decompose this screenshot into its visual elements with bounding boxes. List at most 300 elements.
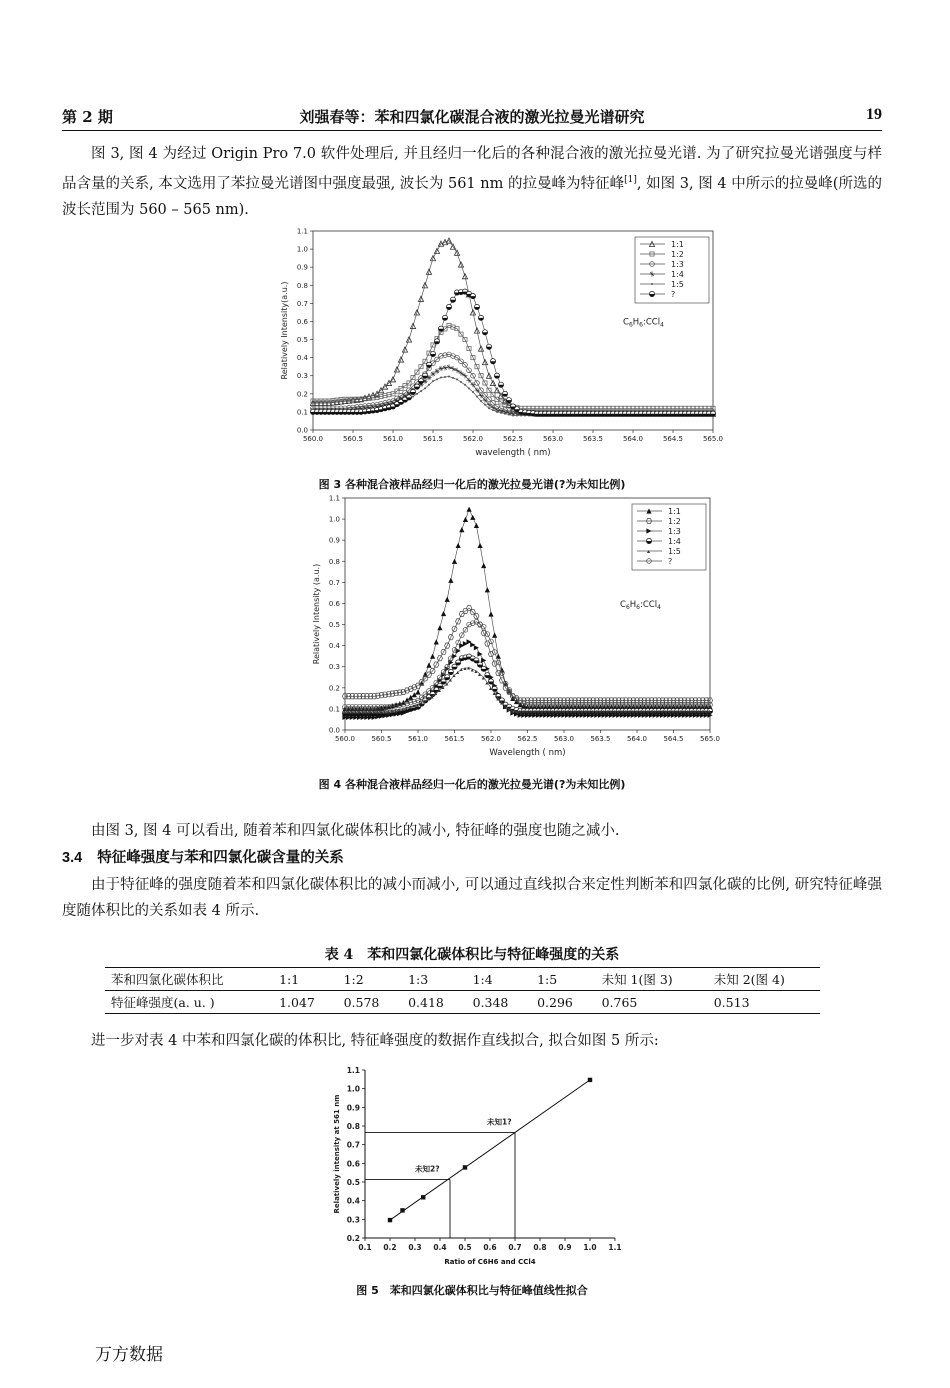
- data-point: ▴: [445, 680, 449, 688]
- data-point: ▴: [408, 703, 412, 711]
- y-tick-label: 0.9: [346, 1103, 360, 1113]
- data-point: ▴: [653, 708, 657, 716]
- data-point: [438, 366, 443, 371]
- data-point: [400, 1208, 404, 1212]
- legend-label: 1:1: [671, 240, 684, 249]
- data-point: [472, 391, 474, 393]
- data-point: ▴: [426, 695, 430, 703]
- data-point: ▴: [642, 708, 646, 716]
- x-tick-label: 563.0: [553, 735, 575, 743]
- figure-4-chart: [295, 490, 735, 770]
- data-point: ▴: [478, 671, 482, 679]
- y-tick-label: 0.0: [328, 726, 340, 735]
- data-point: [448, 578, 453, 583]
- paragraph-observation: 由图 3, 图 4 可以看出, 随着苯和四氯化碳体积比的减小, 特征峰的强度也随之减小.: [91, 823, 620, 839]
- data-point: [412, 692, 417, 697]
- data-point: ▴: [521, 708, 525, 716]
- data-point: ▴: [489, 684, 493, 692]
- series-line: [345, 608, 710, 703]
- data-point: [428, 384, 430, 386]
- table-cell: 1:1: [279, 971, 300, 987]
- x-tick-label: 0.3: [408, 1243, 422, 1252]
- legend-marker: ▴: [647, 548, 651, 555]
- section-heading: [62, 846, 882, 867]
- table-4: [105, 967, 820, 1014]
- data-point: [474, 388, 479, 393]
- table-cell: 0.578: [343, 994, 380, 1010]
- legend-label: 1:5: [668, 547, 681, 556]
- intro-text-tail: , 如图 3, 图 4 中所示的拉曼峰(所选的波长范围为 560 – 565 nm).: [62, 175, 883, 218]
- data-point: [434, 639, 439, 644]
- running-header: [62, 104, 882, 131]
- data-point: [477, 651, 482, 656]
- data-point: ▴: [467, 664, 471, 672]
- y-axis-label: Relatively intensity at 561 nm: [333, 1094, 341, 1214]
- data-point: [408, 695, 413, 700]
- table-row: [105, 991, 820, 1014]
- data-point: [474, 645, 479, 650]
- x-tick-label: 560.5: [371, 735, 392, 743]
- watermark-text: 万方数据: [95, 1345, 163, 1365]
- y-tick-label: 0.2: [346, 1234, 360, 1243]
- y-tick-label: 0.1: [296, 408, 308, 417]
- data-point: [476, 396, 478, 398]
- formula-subscript: 4: [657, 604, 661, 612]
- unknown-label: 未知1?: [487, 1117, 512, 1127]
- x-tick-label: 560.0: [302, 435, 324, 443]
- legend-label: ?: [668, 557, 673, 566]
- data-point: ▴: [492, 690, 496, 698]
- data-point: [424, 387, 426, 389]
- x-tick-label: 561.5: [422, 435, 444, 443]
- data-point: [430, 654, 435, 659]
- formula-annotation: [620, 600, 661, 611]
- data-point: ▴: [434, 690, 438, 698]
- running-title: 刘强春等：苯和四氯化碳混合液的激光拉曼光谱研究: [299, 108, 645, 126]
- y-tick-label: 0.9: [328, 536, 340, 545]
- data-point: [480, 400, 482, 402]
- data-point: [484, 404, 486, 406]
- legend-label: 1:5: [671, 280, 684, 289]
- data-point: ▴: [485, 679, 489, 687]
- x-tick-label: 0.6: [483, 1243, 497, 1252]
- data-point: ▴: [693, 708, 697, 716]
- data-point: ▴: [397, 706, 401, 714]
- data-point: ▴: [704, 708, 708, 716]
- data-point: ▴: [671, 708, 675, 716]
- issue-number: 第 2 期: [62, 108, 113, 126]
- data-point: [468, 387, 470, 389]
- table-cell: 0.765: [601, 994, 638, 1010]
- data-point: ▴: [416, 701, 420, 709]
- data-point: [488, 611, 493, 616]
- y-tick-label: 0.1: [328, 705, 340, 714]
- y-tick-label: 0.2: [328, 684, 340, 693]
- y-tick-label: 0.5: [328, 621, 340, 630]
- data-point: ▴: [361, 708, 365, 716]
- formula-subscript: 6: [636, 604, 640, 612]
- x-tick-label: 562.5: [517, 735, 538, 743]
- data-point: [452, 559, 457, 564]
- table-cell: 苯和四氯化碳体积比: [111, 972, 224, 987]
- y-tick-label: 0.6: [328, 599, 340, 608]
- formula-subscript: 6: [625, 604, 630, 612]
- formula-subscript: 6: [628, 321, 633, 329]
- data-point: ▴: [375, 708, 379, 716]
- y-tick-label: 0.7: [346, 1140, 360, 1150]
- data-point: ▴: [514, 708, 518, 716]
- y-axis-label: Relatively Intensity(a.u.): [280, 281, 289, 380]
- data-point: ▴: [441, 683, 445, 691]
- data-point: ▴: [572, 708, 576, 716]
- series-1:2: [311, 323, 715, 410]
- data-point: ▴: [350, 708, 354, 716]
- data-point: [463, 1165, 467, 1169]
- figure-5-caption: 图 5 苯和四氯化碳体积比与特征峰值线性拟合: [356, 1284, 588, 1297]
- data-point: ▴: [620, 708, 624, 716]
- data-point: ▴: [390, 707, 394, 715]
- legend-label: ?: [671, 290, 676, 299]
- data-point: ▴: [565, 708, 569, 716]
- x-tick-label: 560.5: [342, 435, 364, 443]
- data-point: [467, 507, 472, 512]
- data-point: ▴: [456, 669, 460, 676]
- x-tick-label: 0.5: [458, 1243, 472, 1252]
- y-tick-label: 0.7: [328, 578, 340, 587]
- y-tick-label: 0.4: [328, 642, 340, 651]
- data-point: ▴: [423, 697, 427, 705]
- y-tick-label: 0.9: [296, 263, 308, 272]
- data-point: ▴: [627, 708, 631, 716]
- legend-label: 1:2: [668, 517, 681, 526]
- figure-4-caption: 图 4 各种混合液样品经归一化后的激光拉曼光谱(?为未知比例): [318, 778, 626, 791]
- x-tick-label: 562.0: [462, 435, 484, 443]
- x-tick-label: 561.5: [444, 735, 465, 743]
- formula-subscript: 6: [639, 321, 643, 329]
- data-point: ▴: [353, 708, 357, 716]
- intro-text: 图 3, 图 4 为经过 Origin Pro 7.0 软件处理后, 并且经归一化后的各种混合液的激光拉曼光谱. 为了研究拉曼光谱强度与样品含量的关系, 本文选用了苯拉曼光谱图中强度最强, 波长为 561 nm 的拉曼峰为特征峰: [62, 146, 882, 192]
- data-point: [470, 515, 475, 520]
- data-point: ▴: [645, 708, 649, 716]
- data-point: [500, 412, 502, 414]
- data-point: ▴: [591, 708, 595, 716]
- x-tick-label: 565.0: [702, 435, 724, 443]
- data-point: [454, 368, 459, 373]
- legend-label: 1:2: [671, 250, 684, 259]
- table-cell: 1:5: [537, 971, 558, 987]
- x-tick-label: 0.4: [433, 1243, 447, 1252]
- x-tick-label: 564.5: [662, 435, 684, 443]
- data-point: ▴: [569, 708, 573, 716]
- y-tick-label: 0.4: [296, 354, 308, 363]
- data-point: [421, 1195, 425, 1199]
- data-point: [445, 597, 450, 602]
- legend-label: 1:4: [668, 537, 681, 546]
- y-tick-label: 0.0: [296, 426, 308, 435]
- data-point: [437, 625, 442, 630]
- y-tick-label: 0.3: [296, 372, 308, 381]
- data-point: [488, 407, 490, 409]
- table-cell: 1.047: [279, 994, 315, 1010]
- y-tick-label: 0.5: [296, 336, 308, 345]
- fit-line: [390, 1080, 590, 1220]
- y-tick-label: 0.8: [328, 557, 340, 566]
- data-point: [462, 373, 467, 378]
- data-point: [459, 527, 464, 532]
- x-axis-label: Wavelength ( nm): [489, 748, 566, 758]
- data-point: ▴: [689, 708, 693, 716]
- data-point: [434, 369, 439, 374]
- data-point: [426, 663, 431, 668]
- data-point: [420, 390, 422, 392]
- y-tick-label: 0.4: [346, 1196, 360, 1206]
- data-point: [463, 517, 468, 522]
- y-tick-label: 0.3: [346, 1215, 360, 1225]
- data-point: ▴: [518, 708, 522, 716]
- data-point: ▴: [583, 708, 587, 716]
- data-point: ▴: [656, 708, 660, 716]
- data-point: ▴: [459, 665, 463, 673]
- formula-part: H: [632, 317, 640, 328]
- data-point: ▴: [635, 708, 639, 716]
- data-point: ▴: [532, 708, 536, 716]
- figure-5-chart: [320, 1062, 630, 1277]
- data-point: ▴: [580, 708, 584, 716]
- page-number: 19: [866, 106, 882, 123]
- section-title: 特征峰强度与苯和四氯化碳含量的关系: [97, 849, 344, 866]
- unknown-label: 未知2?: [415, 1164, 440, 1174]
- data-point: [481, 658, 486, 663]
- x-tick-label: 561.0: [382, 435, 404, 443]
- formula-part: C: [620, 600, 626, 611]
- table-4-title: 表 4 苯和四氯化碳体积比与特征峰强度的关系: [324, 947, 620, 963]
- y-tick-label: 1.0: [328, 515, 340, 524]
- x-tick-label: 561.0: [407, 735, 429, 743]
- data-point: ▴: [419, 699, 423, 707]
- y-tick-label: 1.1: [296, 227, 308, 236]
- table-cell: 0.296: [537, 994, 573, 1010]
- data-point: [496, 411, 498, 413]
- y-tick-label: 0.8: [296, 281, 308, 290]
- y-tick-label: 1.0: [346, 1084, 360, 1094]
- data-point: [432, 380, 434, 382]
- data-point: [504, 413, 506, 415]
- data-point: ▴: [624, 708, 628, 716]
- y-tick-label: 0.8: [346, 1122, 360, 1131]
- series-line: [345, 622, 710, 707]
- x-tick-label: 563.5: [590, 735, 611, 743]
- data-point: ▴: [510, 708, 514, 716]
- x-axis-label: Ratio of C6H6 and CCl4: [444, 1258, 536, 1266]
- x-tick-label: 0.2: [383, 1243, 397, 1252]
- data-point: ▴: [507, 705, 511, 713]
- data-point: ▴: [554, 708, 558, 716]
- data-point: ▴: [474, 667, 478, 675]
- data-point: [492, 632, 497, 637]
- paragraph-fit-figure: 进一步对表 4 中苯和四氯化碳的体积比, 特征峰强度的数据作直线拟合, 拟合如图 5 所示:: [91, 1033, 659, 1049]
- x-tick-label: 563.5: [582, 435, 604, 443]
- formula-annotation: [623, 318, 664, 329]
- data-point: ▴: [463, 665, 467, 673]
- data-point: ▴: [529, 708, 533, 716]
- formula-part: :CCl: [640, 600, 658, 611]
- data-point: ▴: [430, 693, 434, 701]
- data-point: ▴: [551, 708, 555, 716]
- x-tick-label: 562.5: [502, 435, 524, 443]
- data-point: [444, 376, 446, 378]
- series-line: [313, 354, 713, 412]
- x-tick-label: 563.0: [542, 435, 564, 443]
- data-point: ▴: [708, 708, 712, 716]
- data-point: ▴: [594, 708, 598, 716]
- data-point: ▴: [602, 708, 606, 716]
- data-point: [458, 370, 463, 375]
- formula-part: H: [629, 600, 637, 611]
- table-cell: 0.513: [713, 994, 750, 1010]
- table-cell: 1:4: [472, 971, 493, 987]
- data-point: [440, 377, 442, 379]
- formula-subscript: 4: [660, 321, 664, 329]
- x-tick-label: 564.5: [663, 735, 684, 743]
- data-point: ▴: [649, 708, 653, 716]
- data-point: ▴: [364, 708, 368, 716]
- x-tick-label: 1.0: [583, 1243, 597, 1252]
- x-tick-label: 562.0: [480, 735, 502, 743]
- data-point: [485, 587, 490, 592]
- data-point: ▴: [343, 708, 347, 716]
- x-tick-label: 560.0: [334, 735, 356, 743]
- data-point: [436, 378, 438, 380]
- legend-marker: [651, 283, 653, 285]
- data-point: ▴: [470, 666, 474, 674]
- data-point: ▴: [664, 708, 668, 716]
- data-point: ▴: [667, 708, 671, 716]
- section-number: 3.4: [62, 850, 83, 866]
- data-point: [452, 377, 454, 379]
- formula-part: :CCl: [643, 317, 661, 328]
- legend-label: 1:3: [668, 527, 681, 536]
- data-point: ▴: [499, 699, 503, 707]
- data-point: [456, 543, 461, 548]
- data-point: [416, 393, 418, 395]
- x-tick-label: 1.1: [608, 1243, 622, 1252]
- y-axis-label: Relatively Intensity (a.u.): [312, 563, 321, 665]
- data-point: ▴: [357, 708, 361, 716]
- formula-part: C: [623, 317, 629, 328]
- x-tick-label: 565.0: [699, 735, 721, 743]
- data-point: ▴: [558, 708, 562, 716]
- x-tick-label: 0.9: [558, 1243, 572, 1252]
- data-point: ▴: [412, 702, 416, 710]
- data-point: [448, 375, 450, 377]
- data-point: ▴: [379, 708, 383, 716]
- y-tick-label: 0.6: [346, 1159, 360, 1169]
- legend-label: 1:1: [668, 507, 681, 516]
- data-point: [588, 1078, 592, 1082]
- data-point: [492, 409, 494, 411]
- data-point: ▴: [547, 708, 551, 716]
- data-point: ▴: [536, 708, 540, 716]
- x-tick-label: 0.1: [358, 1243, 372, 1252]
- data-point: ▴: [401, 705, 405, 713]
- legend-label: 1:4: [671, 270, 684, 279]
- y-tick-label: 0.5: [346, 1178, 360, 1187]
- table-cell: 1:3: [408, 971, 429, 987]
- data-point: ▴: [576, 708, 580, 716]
- data-point: [412, 396, 414, 398]
- data-point: ▴: [525, 708, 529, 716]
- data-point: ▴: [609, 708, 613, 716]
- data-point: [481, 563, 486, 568]
- data-point: [516, 415, 518, 417]
- data-point: [388, 1218, 392, 1222]
- data-point: ▴: [448, 676, 452, 684]
- data-point: ▴: [452, 672, 456, 680]
- data-point: [466, 378, 471, 383]
- table-cell: 未知 1(图 3): [601, 972, 673, 987]
- data-point: ▴: [697, 708, 701, 716]
- table-row: [105, 968, 820, 991]
- data-point: ▴: [437, 686, 441, 694]
- y-tick-label: 1.1: [328, 494, 340, 503]
- data-point: [456, 378, 458, 380]
- x-tick-label: 0.7: [508, 1243, 522, 1252]
- data-point: ▴: [587, 708, 591, 716]
- data-point: ▴: [394, 706, 398, 714]
- figure-3-caption: 图 3 各种混合液样品经归一化后的激光拉曼光谱(?为未知比例): [318, 478, 626, 491]
- data-point: ▴: [405, 704, 409, 712]
- data-point: ▴: [700, 708, 704, 716]
- data-point: ▴: [562, 708, 566, 716]
- data-point: ▴: [383, 708, 387, 716]
- data-point: ▴: [598, 708, 602, 716]
- table-cell: 0.418: [408, 994, 444, 1010]
- data-point: ▴: [386, 708, 390, 716]
- y-tick-label: 0.3: [328, 663, 340, 672]
- data-point: ▴: [686, 708, 690, 716]
- legend-label: 1:3: [671, 260, 684, 269]
- data-point: ▴: [631, 708, 635, 716]
- data-point: ▴: [678, 708, 682, 716]
- series-1:2: [342, 605, 712, 703]
- data-point: ▴: [660, 708, 664, 716]
- x-tick-label: 564.0: [626, 735, 648, 743]
- y-tick-label: 1.1: [346, 1066, 360, 1075]
- data-point: ▴: [372, 708, 376, 716]
- data-point: [508, 414, 510, 416]
- data-point: ▴: [368, 708, 372, 716]
- data-point: [415, 689, 420, 694]
- data-point: [460, 381, 462, 383]
- data-point: ▴: [616, 708, 620, 716]
- y-tick-label: 0.6: [296, 317, 308, 326]
- data-point: [512, 415, 514, 417]
- citation-ref: [1]: [624, 175, 637, 185]
- x-tick-label: 0.8: [533, 1243, 547, 1252]
- y-tick-label: 1.0: [296, 245, 308, 254]
- data-point: [442, 365, 447, 370]
- data-point: ▴: [682, 708, 686, 716]
- y-tick-label: 0.7: [296, 299, 308, 308]
- data-point: ▴: [605, 708, 609, 716]
- paragraph-fitting-intro: 由于特征峰的强度随着苯和四氯化碳体积比的减小而减小, 可以通过直线拟合来定性判断苯和四氯化碳的比例, 研究特征峰强度随体积比的关系如表 4 所示.: [62, 877, 882, 919]
- data-point: [477, 543, 482, 548]
- table-cell: 0.348: [472, 994, 509, 1010]
- table-cell: 特征峰强度(a. u. ): [111, 995, 215, 1010]
- data-point: ▴: [540, 708, 544, 716]
- data-point: ▴: [675, 708, 679, 716]
- data-point: ▴: [503, 703, 507, 711]
